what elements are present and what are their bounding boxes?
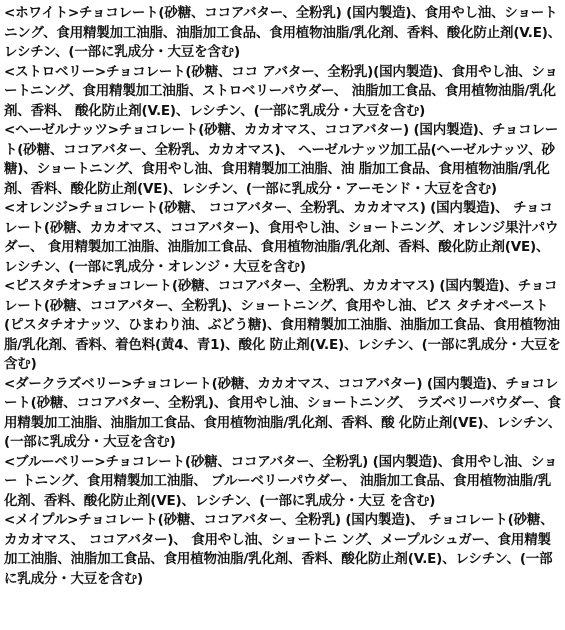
ingredient-text: チョコレート(砂糖、ココアバター、全粉乳) (国内製造)、 チョコレート(砂糖、カカオマス、 ココアバター)、 食用やし油、ショートニ ング、メープルシュガー、食用精製加工油脂、油脂加工食品、食用植物油脂/乳化剤、香料、酸化防止剤(V.E)、レシチン、(一部に乳成分・大豆を含む): [4, 512, 554, 587]
flavor-label: <ホワイト>: [4, 5, 80, 21]
flavor-label: <ヘーゼルナッツ>: [4, 122, 119, 138]
ingredient-text: チョコレート(砂糖、ココアバター、全粉乳) (国内製造)、食用やし油、ショー トニング、食用精製加工油脂、 ブルーベリーパウダー、 油脂加工食品、食用植物油脂/乳化剤、香料、酸化防止剤(VE)、レシチン、(一部に乳成分・大豆 を含む): [4, 453, 558, 509]
ingredient-section-maple: [4, 511, 562, 589]
flavor-label: <ダークラズベリー>: [4, 375, 133, 392]
ingredient-text: チョコレート(砂糖、カカオマス、ココアバター) (国内製造)、チョコレート(砂糖、ココアバター、全粉乳)、食用やし油、ショートニング、 ラズベリーパウダー、食用精製加工油脂、油脂加工食品、食用植物油脂/乳化剤、香料、酸 化防止剤(VE)、レシチン、(一部に乳成分・大豆を含む): [4, 375, 562, 450]
flavor-label: <ブルーベリー>: [4, 453, 106, 470]
ingredient-text: チョコレート(砂糖、カカオマス、ココアバター) (国内製造)、チョコレート(砂糖、ココアバター、全粉乳、カカオマス)、 ヘーゼルナッツ加工品(ヘーゼルナッツ、砂糖)、ショートニング、食用やし油、食用精製加工油脂、油 脂加工食品、食用植物油脂/乳化剤、香料、酸化防止剤(VE)、レシチン、(一部に乳成分・アーモンド・大豆を含む): [4, 122, 558, 197]
flavor-label: <オレンジ>: [4, 200, 79, 216]
ingredient-section-dark-raspberry: [4, 375, 562, 453]
ingredient-section-orange: [4, 199, 562, 277]
ingredient-text: チョコレート(砂糖、 ココアバター、全粉乳、カカオマス) (国内製造)、 チョコレート(砂糖、カカオマス、ココアバター)、食用やし油、ショートニング、オレンジ果汁パウダー、 食用精製加工油脂、油脂加工食品、食用植物油脂/乳化剤、香料、酸化防止剤(VE)、レシチン、(一部に乳成分・オレンジ・大豆を含む): [4, 200, 559, 275]
flavor-label: <メイプル>: [4, 512, 79, 528]
ingredient-section-pistachio: [4, 277, 562, 375]
ingredient-text: チョコレート(砂糖、ココアバター、全粉乳) (国内製造)、食用やし油、ショートニング、食用精製加工油脂、油脂加工食品、食用植物油脂/乳化剤、香料、酸化防止剤(V.E)、レシチン、(一部に乳成分・大豆を含む): [4, 5, 562, 60]
ingredient-text: チョコレート(砂糖、ココ アバター、全粉乳)(国内製造)、食用やし油、ショートニング、食用精製加工油脂、ストロベリーパウダー、 油脂加工食品、食用植物油脂/乳化剤、香料、 酸化防止剤(V.E)、レシチン、(一部に乳成分・大豆を含む): [4, 63, 558, 119]
flavor-label: <ピスタチオ>: [4, 278, 93, 294]
ingredient-section-blueberry: [4, 453, 562, 512]
ingredient-section-strawberry: [4, 63, 562, 122]
ingredient-text: チョコレート(砂糖、ココアバター、全粉乳、カカオマス) (国内製造)、チョコレート(砂糖、ココアバター、全粉乳)、ショートニング、食用やし油、ピス タチオペースト(ピスタチオナッツ、ひまわり油、ぶどう糖)、食用精製加工油脂、油脂加工食品、食用植物油脂/乳化剤、香料、着色料(黄4、青1)、酸化 防止剤(V.E)、レシチン、(一部に乳成分・大豆を含む): [4, 278, 561, 372]
ingredient-section-white: [4, 4, 562, 63]
ingredient-section-hazelnut: [4, 121, 562, 199]
flavor-label: <ストロベリー>: [4, 63, 107, 80]
